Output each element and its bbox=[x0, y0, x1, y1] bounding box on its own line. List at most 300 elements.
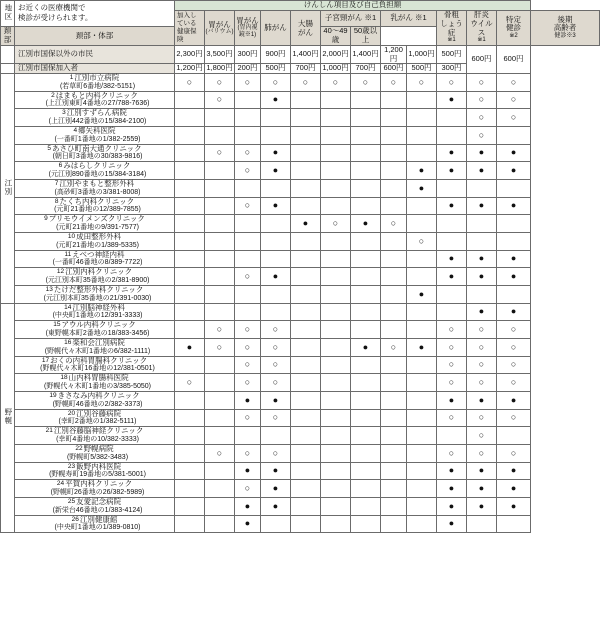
availability-cell bbox=[437, 91, 467, 109]
availability-cell bbox=[235, 427, 261, 445]
availability-cell bbox=[407, 127, 437, 145]
facility-name: 平賀内科クリニック bbox=[65, 479, 133, 489]
availability-cell bbox=[261, 74, 291, 92]
facility-cell[interactable] bbox=[15, 427, 175, 445]
availability-cell bbox=[291, 268, 321, 286]
circle-open-icon: ○ bbox=[216, 323, 223, 334]
circle-open-icon: ○ bbox=[510, 323, 517, 334]
circle-open-icon: ○ bbox=[510, 412, 517, 423]
facility-index: 21 bbox=[45, 427, 53, 435]
availability-cell bbox=[351, 91, 381, 109]
insurance-kind-header bbox=[175, 10, 205, 46]
kenshin-banner-label: けんしん項目及び自己負担額 bbox=[303, 0, 402, 9]
availability-cell bbox=[321, 515, 351, 533]
col-head-10-line3: ※2 bbox=[509, 33, 518, 40]
table-row[interactable] bbox=[1, 74, 600, 92]
availability-cell bbox=[205, 91, 235, 109]
availability-cell bbox=[261, 303, 291, 321]
table-row[interactable] bbox=[1, 91, 600, 109]
circle-open-icon: ○ bbox=[510, 359, 517, 370]
circle-open-icon: ○ bbox=[390, 76, 397, 87]
availability-cell bbox=[321, 303, 351, 321]
circle-open-icon: ○ bbox=[418, 76, 425, 87]
availability-cell bbox=[407, 286, 437, 304]
availability-cell bbox=[351, 321, 381, 339]
availability-cell bbox=[351, 515, 381, 533]
facility-index: 3 bbox=[62, 109, 66, 117]
availability-cell bbox=[497, 462, 531, 480]
availability-cell bbox=[291, 215, 321, 233]
availability-cell bbox=[497, 339, 531, 357]
availability-cell bbox=[235, 91, 261, 109]
circle-open-icon: ○ bbox=[478, 111, 485, 122]
facility-index: 15 bbox=[53, 321, 61, 329]
circle-filled-icon: ● bbox=[510, 200, 517, 211]
availability-cell bbox=[467, 127, 497, 145]
availability-cell bbox=[175, 427, 205, 445]
facility-cell[interactable] bbox=[15, 250, 175, 268]
availability-cell bbox=[261, 109, 291, 127]
availability-cell bbox=[291, 250, 321, 268]
availability-cell bbox=[205, 268, 235, 286]
fee-member-5: 1,000円 bbox=[322, 63, 349, 73]
circle-filled-icon: ● bbox=[362, 341, 369, 352]
availability-cell bbox=[467, 162, 497, 180]
availability-cell bbox=[205, 233, 235, 251]
facility-address: (東野幌本町2番地の18/383-3456) bbox=[45, 330, 150, 338]
availability-cell bbox=[407, 339, 437, 357]
circle-open-icon: ○ bbox=[244, 200, 251, 211]
fee-non-member-3: 900円 bbox=[261, 46, 291, 64]
availability-cell bbox=[407, 445, 437, 463]
facility-cell[interactable] bbox=[15, 374, 175, 392]
availability-cell bbox=[497, 356, 531, 374]
availability-cell bbox=[467, 445, 497, 463]
availability-cell bbox=[437, 286, 467, 304]
col-head-8 bbox=[437, 10, 467, 46]
availability-cell bbox=[437, 462, 467, 480]
facility-index: 1 bbox=[69, 74, 74, 81]
facility-index: 10 bbox=[67, 233, 76, 241]
col-head-5 bbox=[15, 26, 175, 45]
table-row[interactable] bbox=[1, 286, 600, 304]
availability-cell bbox=[321, 91, 351, 109]
circle-open-icon: ○ bbox=[478, 359, 485, 370]
facility-cell[interactable] bbox=[15, 109, 175, 127]
availability-cell bbox=[321, 215, 351, 233]
fee-tokutei: 600円 bbox=[467, 46, 497, 74]
availability-cell bbox=[381, 286, 407, 304]
facility-address: (若草町6番地/382-5151) bbox=[59, 82, 136, 90]
availability-cell bbox=[467, 197, 497, 215]
facility-cell[interactable] bbox=[15, 356, 175, 374]
availability-cell bbox=[351, 392, 381, 410]
region-spacer-2 bbox=[1, 64, 15, 74]
col-head-3 bbox=[291, 10, 321, 46]
facility-cell[interactable] bbox=[15, 162, 175, 180]
availability-cell bbox=[235, 127, 261, 145]
facility-index: 4 bbox=[73, 127, 78, 135]
availability-cell bbox=[321, 233, 351, 251]
table-row[interactable] bbox=[1, 321, 600, 339]
circle-open-icon: ○ bbox=[244, 270, 251, 281]
facility-index: 6 bbox=[58, 162, 63, 170]
table-row[interactable] bbox=[1, 480, 600, 498]
circle-filled-icon: ● bbox=[302, 217, 309, 228]
facility-index: 25 bbox=[67, 498, 76, 506]
facility-index: 19 bbox=[49, 392, 57, 400]
availability-cell bbox=[351, 427, 381, 445]
availability-cell bbox=[205, 356, 235, 374]
facility-index: 14 bbox=[64, 303, 72, 311]
availability-cell bbox=[321, 427, 351, 445]
availability-cell bbox=[351, 480, 381, 498]
availability-cell bbox=[321, 498, 351, 516]
facility-address: (元町21番地の1/389-5335) bbox=[56, 241, 139, 249]
circle-filled-icon: ● bbox=[244, 500, 251, 511]
availability-cell bbox=[437, 392, 467, 410]
facility-address: (野幌寿町19番地の5/381-5001) bbox=[49, 471, 146, 479]
circle-filled-icon: ● bbox=[478, 500, 485, 511]
availability-cell bbox=[175, 409, 205, 427]
availability-cell bbox=[381, 197, 407, 215]
fee-non-member-2: 300円 bbox=[235, 46, 261, 64]
availability-cell bbox=[407, 197, 437, 215]
circle-filled-icon: ● bbox=[186, 341, 193, 352]
col-head-3-line2: がん bbox=[298, 27, 313, 37]
availability-cell bbox=[175, 374, 205, 392]
col-head-11-line1: 後期 bbox=[557, 14, 573, 24]
availability-cell bbox=[351, 74, 381, 92]
fee-member-3: 500円 bbox=[261, 64, 291, 74]
circle-open-icon: ○ bbox=[510, 341, 517, 352]
availability-cell bbox=[291, 180, 321, 198]
facility-header-line2: 検診が受けられます。 bbox=[18, 13, 93, 23]
table-row[interactable] bbox=[1, 109, 600, 127]
facility-cell[interactable] bbox=[15, 74, 175, 92]
availability-cell bbox=[321, 374, 351, 392]
availability-cell bbox=[291, 162, 321, 180]
facility-index: 7 bbox=[54, 180, 59, 188]
circle-open-icon: ○ bbox=[478, 129, 485, 140]
facility-cell[interactable] bbox=[15, 180, 175, 198]
availability-cell bbox=[381, 268, 407, 286]
col-head-0-line2: (バリウム) bbox=[205, 28, 234, 35]
table-row[interactable] bbox=[1, 180, 600, 198]
circle-open-icon: ○ bbox=[448, 359, 455, 370]
availability-cell bbox=[467, 180, 497, 198]
availability-cell bbox=[235, 445, 261, 463]
availability-cell bbox=[175, 144, 205, 162]
circle-open-icon: ○ bbox=[390, 217, 397, 228]
table-row[interactable] bbox=[1, 215, 600, 233]
availability-cell bbox=[407, 250, 437, 268]
circle-open-icon: ○ bbox=[216, 447, 223, 458]
availability-cell bbox=[205, 250, 235, 268]
availability-cell bbox=[261, 480, 291, 498]
availability-cell bbox=[381, 303, 407, 321]
availability-cell bbox=[437, 127, 467, 145]
availability-cell bbox=[261, 91, 291, 109]
facility-index: 2 bbox=[51, 91, 55, 99]
availability-cell bbox=[497, 127, 531, 145]
group-head-uterus bbox=[321, 10, 381, 26]
facility-address: (幸町4番地の10/382-3333) bbox=[56, 436, 139, 444]
circle-open-icon: ○ bbox=[478, 447, 485, 458]
availability-cell bbox=[381, 74, 407, 92]
availability-cell bbox=[381, 462, 407, 480]
facility-address: (元町21番地の12/389-7855) bbox=[54, 206, 141, 214]
availability-cell bbox=[261, 515, 291, 533]
facility-cell[interactable] bbox=[15, 445, 175, 463]
col-head-11-line3: 健診※3 bbox=[554, 33, 576, 40]
availability-cell bbox=[175, 109, 205, 127]
availability-cell bbox=[205, 215, 235, 233]
availability-cell bbox=[381, 339, 407, 357]
availability-cell bbox=[351, 374, 381, 392]
facility-cell[interactable] bbox=[15, 409, 175, 427]
availability-cell bbox=[407, 356, 437, 374]
table-row[interactable] bbox=[1, 197, 600, 215]
availability-cell bbox=[497, 109, 531, 127]
availability-cell bbox=[351, 180, 381, 198]
circle-open-icon: ○ bbox=[448, 412, 455, 423]
availability-cell bbox=[351, 498, 381, 516]
table-row[interactable] bbox=[1, 374, 600, 392]
table-row[interactable] bbox=[1, 392, 600, 410]
col-head-1-line2: (胃内視鏡※1) bbox=[237, 25, 258, 39]
circle-open-icon: ○ bbox=[478, 76, 485, 87]
availability-cell bbox=[467, 233, 497, 251]
col-head-9 bbox=[467, 10, 497, 46]
fee-row-non-member-label: 江別市国保以外の市民 bbox=[15, 46, 175, 64]
circle-open-icon: ○ bbox=[244, 447, 251, 458]
availability-cell bbox=[467, 356, 497, 374]
region-label-ebetsu: 江別 bbox=[3, 178, 13, 196]
facility-name: 江別谷藤病院 bbox=[76, 408, 122, 418]
table-row[interactable] bbox=[1, 339, 600, 357]
availability-cell bbox=[291, 321, 321, 339]
facility-cell[interactable] bbox=[15, 515, 175, 533]
availability-cell bbox=[381, 480, 407, 498]
availability-cell bbox=[407, 215, 437, 233]
col-head-1-line1: 胃がん bbox=[236, 16, 259, 26]
region-cell-ebetsu bbox=[1, 74, 15, 304]
facility-cell[interactable] bbox=[15, 498, 175, 516]
availability-cell bbox=[235, 392, 261, 410]
availability-cell bbox=[235, 498, 261, 516]
circle-open-icon: ○ bbox=[186, 376, 193, 387]
availability-cell bbox=[205, 339, 235, 357]
circle-open-icon: ○ bbox=[244, 147, 251, 158]
availability-cell bbox=[407, 162, 437, 180]
availability-cell bbox=[205, 286, 235, 304]
circle-open-icon: ○ bbox=[448, 76, 455, 87]
facility-name: 野幌病院 bbox=[83, 444, 114, 454]
availability-cell bbox=[437, 445, 467, 463]
availability-cell bbox=[321, 356, 351, 374]
availability-cell bbox=[321, 109, 351, 127]
fee-member-9: 300円 bbox=[437, 64, 467, 74]
availability-cell bbox=[291, 144, 321, 162]
table-row[interactable] bbox=[1, 409, 600, 427]
availability-cell bbox=[291, 392, 321, 410]
availability-cell bbox=[291, 445, 321, 463]
availability-cell bbox=[261, 339, 291, 357]
table-row[interactable] bbox=[1, 498, 600, 516]
fee-non-member-9: 500円 bbox=[437, 46, 467, 64]
availability-cell bbox=[205, 180, 235, 198]
circle-open-icon: ○ bbox=[272, 359, 279, 370]
circle-filled-icon: ● bbox=[478, 164, 485, 175]
availability-cell bbox=[291, 515, 321, 533]
availability-cell bbox=[291, 303, 321, 321]
facility-name: 成田整形外科 bbox=[76, 232, 122, 242]
availability-cell bbox=[291, 286, 321, 304]
fee-member-4: 700円 bbox=[291, 64, 321, 74]
col-head-8-line1: 骨粗 bbox=[444, 10, 459, 20]
table-row[interactable] bbox=[1, 462, 600, 480]
table-row[interactable] bbox=[1, 268, 600, 286]
availability-cell bbox=[351, 356, 381, 374]
availability-cell bbox=[235, 480, 261, 498]
table-row[interactable] bbox=[1, 144, 600, 162]
availability-cell bbox=[467, 427, 497, 445]
availability-cell bbox=[291, 462, 321, 480]
facility-cell[interactable] bbox=[15, 392, 175, 410]
availability-cell bbox=[291, 233, 321, 251]
group-head-uterus-label: 子宮頸がん ※1 bbox=[324, 12, 377, 22]
circle-filled-icon: ● bbox=[272, 200, 279, 211]
table-row[interactable] bbox=[1, 250, 600, 268]
availability-cell bbox=[497, 480, 531, 498]
availability-cell bbox=[407, 392, 437, 410]
fee-member-6: 700円 bbox=[351, 64, 381, 74]
availability-cell bbox=[497, 268, 531, 286]
fee-non-member-4: 1,400円 bbox=[291, 46, 321, 64]
circle-filled-icon: ● bbox=[448, 518, 455, 529]
facility-cell[interactable] bbox=[15, 215, 175, 233]
availability-cell bbox=[235, 144, 261, 162]
facility-cell[interactable] bbox=[15, 462, 175, 480]
facility-name: 郷矢科医院 bbox=[78, 126, 116, 136]
col-head-9-line1: 肝炎 bbox=[474, 10, 489, 20]
facility-cell[interactable] bbox=[15, 286, 175, 304]
availability-cell bbox=[205, 197, 235, 215]
availability-cell bbox=[497, 197, 531, 215]
availability-cell bbox=[235, 162, 261, 180]
availability-cell bbox=[467, 462, 497, 480]
facility-address: (元江別890番地の15/384-3184) bbox=[48, 170, 147, 178]
facility-header-line1: お近くの医療機関で bbox=[18, 3, 86, 13]
table-row[interactable] bbox=[1, 427, 600, 445]
availability-cell bbox=[321, 162, 351, 180]
facility-cell[interactable] bbox=[15, 144, 175, 162]
circle-open-icon: ○ bbox=[510, 376, 517, 387]
facility-cell[interactable] bbox=[15, 339, 175, 357]
availability-cell bbox=[205, 127, 235, 145]
facility-address: (上江別東町4番地の27/788-7636) bbox=[45, 100, 150, 108]
circle-open-icon: ○ bbox=[216, 94, 223, 105]
facility-name: 江別健康館 bbox=[79, 514, 118, 524]
table-row[interactable] bbox=[1, 445, 600, 463]
facility-cell[interactable] bbox=[15, 268, 175, 286]
col-head-10-line2: 健診 bbox=[506, 23, 522, 33]
availability-cell bbox=[497, 445, 531, 463]
facility-cell[interactable] bbox=[15, 127, 175, 145]
table-row[interactable] bbox=[1, 515, 600, 533]
header-banner-row bbox=[1, 1, 600, 11]
availability-cell bbox=[321, 127, 351, 145]
facility-name: みはらしクリニック bbox=[63, 161, 131, 171]
availability-cell bbox=[175, 91, 205, 109]
availability-cell bbox=[407, 109, 437, 127]
col-head-2 bbox=[261, 10, 291, 46]
facility-address: (元江別本町35番地の2/381-8900) bbox=[45, 277, 150, 285]
availability-cell bbox=[175, 339, 205, 357]
availability-cell bbox=[351, 109, 381, 127]
fee-non-member-7: 1,200円 bbox=[381, 46, 407, 64]
availability-cell bbox=[175, 356, 205, 374]
circle-open-icon: ○ bbox=[448, 376, 455, 387]
circle-filled-icon: ● bbox=[272, 465, 279, 476]
col-head-11-line2: 高齢者 bbox=[553, 23, 577, 33]
table-row[interactable] bbox=[1, 303, 600, 321]
availability-cell bbox=[381, 144, 407, 162]
availability-cell bbox=[437, 197, 467, 215]
circle-filled-icon: ● bbox=[478, 200, 485, 211]
circle-open-icon: ○ bbox=[448, 341, 455, 352]
table-row[interactable] bbox=[1, 233, 600, 251]
availability-cell bbox=[291, 427, 321, 445]
circle-open-icon: ○ bbox=[478, 376, 485, 387]
facility-address: (野幌代々木町1番地の3/385-5050) bbox=[44, 383, 151, 391]
availability-cell bbox=[437, 356, 467, 374]
availability-cell bbox=[437, 339, 467, 357]
circle-open-icon: ○ bbox=[390, 341, 397, 352]
facility-cell[interactable] bbox=[15, 303, 175, 321]
facility-cell[interactable] bbox=[15, 480, 175, 498]
facility-index: 26 bbox=[71, 515, 79, 523]
availability-cell bbox=[497, 392, 531, 410]
facility-cell[interactable] bbox=[15, 91, 175, 109]
availability-cell bbox=[235, 356, 261, 374]
facility-cell[interactable] bbox=[15, 321, 175, 339]
availability-cell bbox=[261, 427, 291, 445]
availability-cell bbox=[261, 321, 291, 339]
circle-filled-icon: ● bbox=[272, 164, 279, 175]
availability-cell bbox=[261, 180, 291, 198]
availability-cell bbox=[497, 162, 531, 180]
circle-filled-icon: ● bbox=[478, 465, 485, 476]
col-head-5-label: 頚部・体部 bbox=[75, 30, 114, 40]
availability-cell bbox=[291, 91, 321, 109]
table-row[interactable] bbox=[1, 356, 600, 374]
availability-cell bbox=[321, 144, 351, 162]
availability-cell bbox=[291, 409, 321, 427]
circle-filled-icon: ● bbox=[362, 217, 369, 228]
facility-cell[interactable] bbox=[15, 233, 175, 251]
availability-cell bbox=[351, 339, 381, 357]
availability-cell bbox=[467, 144, 497, 162]
table-row[interactable] bbox=[1, 162, 600, 180]
facility-cell[interactable] bbox=[15, 197, 175, 215]
facility-name: 江別谷藤脳神経クリニック bbox=[53, 426, 144, 436]
facility-name: 江別内科クリニック bbox=[65, 267, 133, 277]
circle-filled-icon: ● bbox=[272, 482, 279, 493]
circle-filled-icon: ● bbox=[272, 500, 279, 511]
table-row[interactable] bbox=[1, 127, 600, 145]
